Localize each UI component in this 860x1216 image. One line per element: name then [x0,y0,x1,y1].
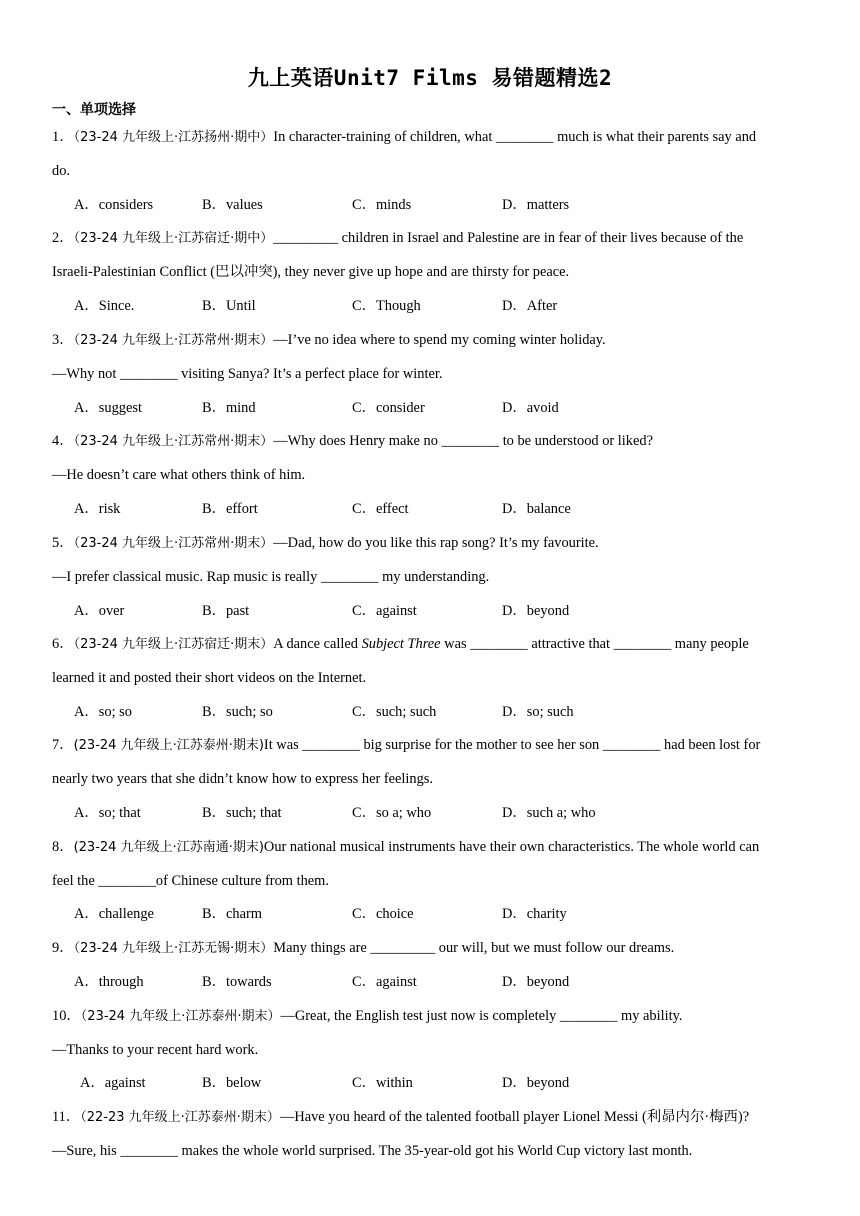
option-a: A．Since. [74,298,135,314]
option-b: B．towards [202,974,272,990]
question-6-line-2: learned it and posted their short videos on the Internet. [52,670,367,686]
question-text: —Great, the English test just now is completely ________ my ability. [280,1008,683,1024]
option-b: B．such; that [202,805,282,821]
option-c: C．within [352,1075,413,1091]
question-5-line-1 [52,533,822,554]
option-a: A．through [74,974,144,990]
option-b: B．such; so [202,704,273,720]
question-text: —Why does Henry make no ________ to be understood or liked? [273,433,653,449]
option-a: A．so; so [74,704,132,720]
question-8-options [74,904,834,924]
question-5-line-2: —I prefer classical music. Rap music is really ________ my understanding. [52,569,490,585]
option-a: A．challenge [74,906,154,922]
question-text: _________ children in Israel and Palestine are in fear of their lives because of the [273,230,744,246]
question-number: 11． [52,1109,81,1125]
option-d: D．matters [502,197,570,213]
option-c: C．minds [352,197,412,213]
question-number: 9． [52,940,74,956]
question-4-line-1 [52,431,822,452]
question-number: 2． [52,230,74,246]
question-source: （23-24 九年级上·江苏常州·期末） [73,434,274,449]
question-number: 7． [52,737,74,753]
question-source: (23-24 九年级上·江苏南通·期末) [73,840,264,855]
option-a: A．considers [74,197,154,213]
question-text: —Dad, how do you like this rap song? It’s my favourite. [273,535,599,551]
question-10-options [74,1073,834,1093]
question-number: 6． [52,636,74,652]
option-b: B．values [202,197,263,213]
option-b: B．effort [202,501,258,517]
option-d: D．After [502,298,558,314]
question-2-line-1 [52,228,822,249]
question-7-line-2: nearly two years that she didn’t know how to express her feelings. [52,771,433,787]
option-d: D．avoid [502,400,559,416]
option-c: C．against [352,974,417,990]
option-a: A．against [80,1075,146,1091]
option-b: B．below [202,1075,262,1091]
question-10-line-1 [52,1006,822,1027]
option-c: C．consider [352,400,425,416]
option-c: C．such; such [352,704,437,720]
option-c: C．effect [352,501,409,517]
option-d: D．balance [502,501,571,517]
question-7-line-1 [52,735,822,756]
question-number: 4． [52,433,74,449]
question-number: 8． [52,839,74,855]
question-1-line-2: do. [52,163,70,179]
question-source: （23-24 九年级上·江苏宿迁·期末） [73,637,274,652]
question-5-options [74,601,834,621]
question-source: （23-24 九年级上·江苏常州·期末） [73,333,274,348]
question-source: （23-24 九年级上·江苏泰州·期末） [80,1009,281,1024]
option-b: B．Until [202,298,256,314]
option-c: C．Though [352,298,421,314]
option-d: D．beyond [502,1075,570,1091]
question-text: It was ________ big surprise for the mother to see her son ________ had been lost for [263,737,761,753]
question-source: （23-24 九年级上·江苏扬州·期中） [73,130,274,145]
option-d: D．charity [502,906,567,922]
section-heading: 一、单项选择 [52,102,136,118]
question-number: 1． [52,129,74,145]
question-text: was ________ attractive that ________ many people [440,636,749,652]
question-source: （23-24 九年级上·江苏宿迁·期中） [73,231,274,246]
question-8-line-2: feel the ________of Chinese culture from them. [52,873,329,889]
question-1-line-1 [52,127,822,148]
document-title: 九上英语Unit7 Films 易错题精选2 [247,66,613,90]
question-7-options [74,803,834,823]
question-6-options [74,702,834,722]
question-source: （23-24 九年级上·江苏常州·期末） [73,536,274,551]
question-number: 10． [52,1008,81,1024]
question-9-line-1 [52,938,822,959]
option-d: D．so; such [502,704,574,720]
option-a: A．suggest [74,400,142,416]
italic-title: Subject Three [361,636,441,652]
option-c: C．choice [352,906,414,922]
question-text: A dance called [273,636,362,652]
question-2-options [74,296,834,316]
question-4-options [74,499,834,519]
question-text: —I’ve no idea where to spend my coming winter holiday. [273,332,606,348]
option-b: B．past [202,603,250,619]
option-d: D．beyond [502,974,570,990]
option-c: C．against [352,603,417,619]
option-a: A．risk [74,501,121,517]
option-a: A．over [74,603,125,619]
option-d: D．such a; who [502,805,596,821]
option-d: D．beyond [502,603,570,619]
question-source: (23-24 九年级上·江苏泰州·期末) [73,738,264,753]
question-11-line-1 [52,1107,822,1128]
question-number: 5． [52,535,74,551]
question-text: In character-training of children, what ________ much is what their parents say and [273,129,757,145]
question-1-options [74,195,834,215]
question-11-line-2: —Sure, his ________ makes the whole world surprised. The 35-year-old got his World Cup victory last month. [52,1143,693,1159]
question-text: Our national musical instruments have their own characteristics. The whole world can [263,839,760,855]
question-6-line-1 [52,634,822,655]
question-3-line-1 [52,330,822,351]
question-text: Many things are _________ our will, but we must follow our dreams. [273,940,675,956]
question-3-line-2: —Why not ________ visiting Sanya? It’s a perfect place for winter. [52,366,443,382]
question-3-options [74,398,834,418]
question-number: 3． [52,332,74,348]
option-c: C．so a; who [352,805,432,821]
question-9-options [74,972,834,992]
question-source: （22-23 九年级上·江苏泰州·期末） [80,1110,280,1125]
option-a: A．so; that [74,805,141,821]
option-b: B．mind [202,400,256,416]
question-2-line-2: Israeli-Palestinian Conflict (巴以冲突), they never give up hope and are thirsty for peace. [52,264,570,280]
question-10-line-2: —Thanks to your recent hard work. [52,1042,259,1058]
question-text: —Have you heard of the talented football player Lionel Messi (利昴内尔·梅西)? [279,1109,750,1125]
question-4-line-2: —He doesn’t care what others think of him. [52,467,306,483]
question-8-line-1 [52,837,822,858]
option-b: B．charm [202,906,262,922]
question-source: （23-24 九年级上·江苏无锡·期末） [73,941,274,956]
